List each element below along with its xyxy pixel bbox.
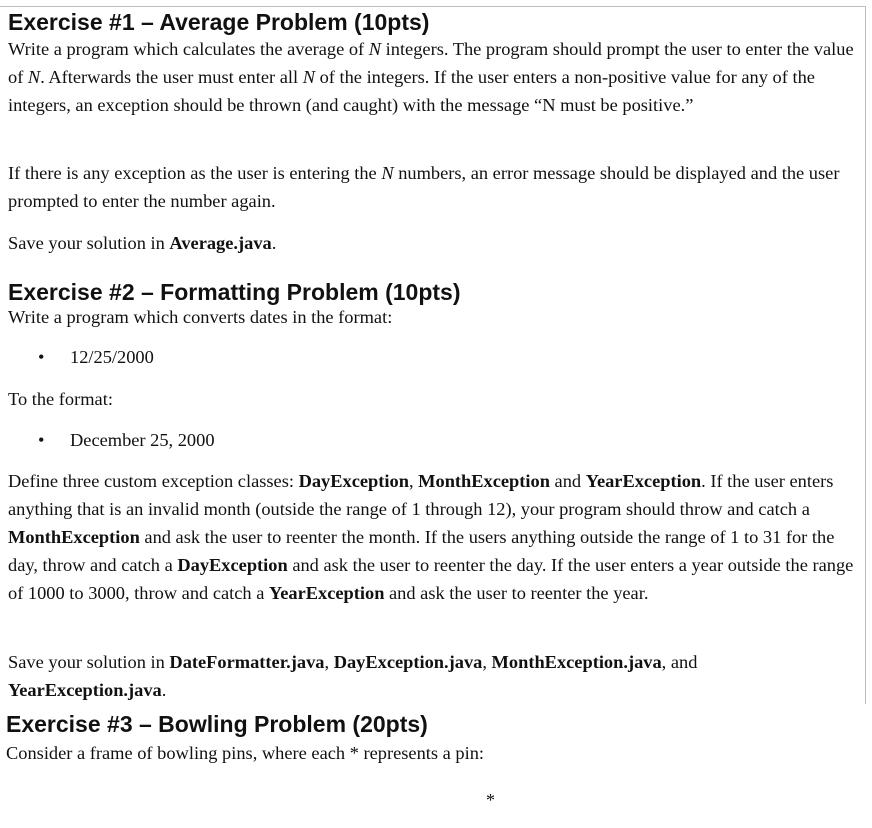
bold-text: MonthException.java [491,652,662,672]
bowling-pin-star: * [486,790,495,810]
text-run: numbers, an error message should be displayed and the user prompted to enter the number again. [8,163,840,211]
bold-text: DateFormatter.java [169,652,325,672]
bold-text: YearException [268,583,385,603]
italic-text: N [368,39,382,59]
exercise-box [0,6,866,704]
exercise-3-section [0,709,872,828]
bold-text: MonthException [418,471,550,491]
bold-text: YearException [585,471,702,491]
bullet-text: December 25, 2000 [70,430,215,450]
bullet-text: 12/25/2000 [70,347,154,367]
bullet-icon: • [38,430,45,450]
text-run: Save your solution in [8,652,170,672]
text-run: Define three custom exception classes: [8,471,299,491]
exercise-1-paragraph-1 [8,35,860,119]
text-run: . If the user enters anything that is an invalid month (outside the range of 1 through 12), your program should throw and catch a [8,471,834,519]
bold-text: DayException [177,555,288,575]
text-run: , and [661,652,698,672]
italic-text: N [27,67,41,87]
text-run: of the integers. If the user enters a non-positive value for any of the integers, an exception should be thrown (and caught) with the message “N must be positive.” [8,67,815,115]
bold-text: MonthException [8,527,140,547]
text-run: . [161,680,167,700]
italic-text: N [381,163,394,183]
exercise-2-paragraph-2 [8,648,860,704]
exercise-2-to-format: To the format: [8,389,113,409]
text-run: If there is any exception as the user is entering the [8,163,382,183]
exercise-3-intro: Consider a frame of bowling pins, where each * represents a pin: [6,743,485,763]
text-run: , [324,652,334,672]
text-run: and ask the user to reenter the year. [384,583,649,603]
text-run: , [408,471,419,491]
text-run: . Afterwards the user must enter all [40,67,303,87]
text-run: integers. The program should prompt the user to enter the value of [8,39,854,87]
text-run: . [271,233,277,253]
text-run: Save your solution in [8,233,170,253]
bullet-icon: • [38,347,45,367]
italic-text: N [302,67,315,87]
exercise-3-title: Exercise #3 – Bowling Problem (20pts) [6,711,428,737]
text-run: and ask the user to reenter the month. If the users anything outside the range of 1 to 31 for the day, throw and catch a [8,527,835,575]
text-run: , [482,652,492,672]
exercise-1-title: Exercise #1 – Average Problem (10pts) [8,9,430,35]
exercise-2-paragraph-1 [8,467,860,607]
exercise-2-intro: Write a program which converts dates in the format: [8,307,393,327]
text-run: Write a program which calculates the average of [8,39,369,59]
exercise-1-paragraph-2 [8,159,860,215]
bold-text: DayException.java [333,652,483,672]
exercise-1-paragraph-3 [8,229,860,257]
bullet-item-output-format [38,426,215,454]
text-run: and [549,471,586,491]
text-run: and ask the user to reenter the day. If the user enters a year outside the range of 1000 to 3000, throw and catch a [8,555,854,603]
bold-text: YearException.java [8,680,162,700]
bold-text: Average.java [169,233,272,253]
bold-text: DayException [298,471,409,491]
bullet-item-input-format [38,343,154,371]
exercise-2-title: Exercise #2 – Formatting Problem (10pts) [8,279,461,305]
